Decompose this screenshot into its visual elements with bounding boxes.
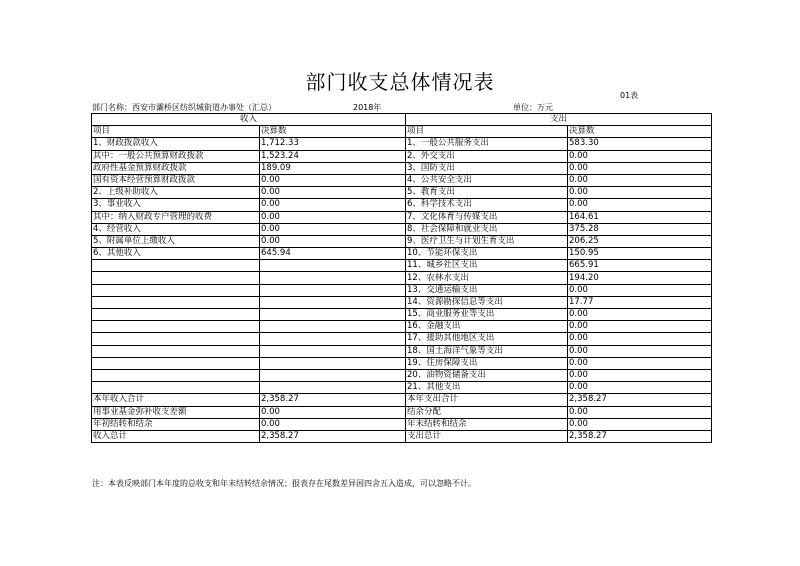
income-amount-cell: [260, 345, 406, 357]
expense-item-cell: 4、公共安全支出: [406, 174, 568, 186]
report-title: 部门收支总体情况表: [305, 70, 495, 94]
income-amount-cell: 0.00: [260, 174, 406, 186]
expense-item-cell: 13、交通运输支出: [406, 284, 568, 296]
table-row: [92, 162, 712, 174]
income-amount-cell: 0.00: [260, 406, 406, 418]
income-item-cell: [92, 382, 260, 394]
income-amount-cell: [260, 309, 406, 321]
table-row: [92, 309, 712, 321]
income-amount-cell: 189.09: [260, 162, 406, 174]
income-amount-cell: 2,358.27: [260, 430, 406, 442]
income-item-cell: 1、财政拨款收入: [92, 138, 260, 150]
income-amount-cell: [260, 333, 406, 345]
section-header-row: [92, 114, 712, 126]
table-row: [92, 406, 712, 418]
expense-item-cell: 9、医疗卫生与计划生育支出: [406, 235, 568, 247]
income-item-cell: 6、其他收入: [92, 248, 260, 260]
income-item-cell: 3、事业收入: [92, 199, 260, 211]
footnote: 注：本表反映部门本年度的总收支和年末结转结余情况；报表存在尾数差异因四舍五入造成，可以忽略不计。: [92, 479, 476, 488]
expense-amount-cell: 665.91: [568, 260, 712, 272]
expense-item-cell: 5、教育支出: [406, 187, 568, 199]
expense-item-cell: 16、金融支出: [406, 321, 568, 333]
income-amount-cell: 0.00: [260, 418, 406, 430]
income-expense-table: [91, 113, 712, 443]
income-item-cell: 政府性基金预算财政拨款: [92, 162, 260, 174]
table-row: [92, 418, 712, 430]
income-amount-cell: [260, 357, 406, 369]
expense-amount-cell: 206.25: [568, 235, 712, 247]
expense-item-cell: 20、油物资储备支出: [406, 369, 568, 381]
table-row: [92, 430, 712, 442]
currency-unit: 单位：万元: [513, 103, 553, 112]
income-header: 收入: [92, 114, 406, 126]
expense-amount-cell: 0.00: [568, 406, 712, 418]
department-name: 部门名称：西安市灞桥区纺织城街道办事处（汇总）: [92, 103, 276, 112]
income-item-cell: 其中：纳入财政专户管理的收费: [92, 211, 260, 223]
income-item-cell: 国有资本经营预算财政拨款: [92, 174, 260, 186]
expense-amount-cell: 2,358.27: [568, 430, 712, 442]
expense-item-cell: 15、商业服务业等支出: [406, 309, 568, 321]
expense-item-cell: 18、国土海洋气象等支出: [406, 345, 568, 357]
table-row: [92, 235, 712, 247]
expense-amount-cell: 0.00: [568, 150, 712, 162]
income-item-cell: 用事业基金弥补收支差额: [92, 406, 260, 418]
income-amount-cell: 0.00: [260, 199, 406, 211]
expense-amount-cell: 0.00: [568, 418, 712, 430]
income-amount-cell: [260, 382, 406, 394]
expense-amount-cell: 583.30: [568, 138, 712, 150]
expense-item-cell: 12、农林水支出: [406, 272, 568, 284]
income-amount-cell: 0.00: [260, 235, 406, 247]
expense-amount-cell: 0.00: [568, 333, 712, 345]
income-amount-cell: [260, 284, 406, 296]
expense-amount-cell: 0.00: [568, 187, 712, 199]
expense-item-cell: 11、城乡社区支出: [406, 260, 568, 272]
expense-item-cell: 2、外交支出: [406, 150, 568, 162]
table-row: [92, 260, 712, 272]
expense-amount-cell: 0.00: [568, 345, 712, 357]
column-header-row: [92, 126, 712, 138]
income-item-cell: 本年收入合计: [92, 394, 260, 406]
income-amount-cell: [260, 272, 406, 284]
expense-amount-cell: 17.77: [568, 296, 712, 308]
income-item-cell: [92, 309, 260, 321]
expense-amount-cell: 0.00: [568, 199, 712, 211]
expense-item-cell: 年末结转和结余: [406, 418, 568, 430]
income-amount-cell: [260, 296, 406, 308]
expense-item-cell: 1、一般公共服务支出: [406, 138, 568, 150]
table-row: [92, 272, 712, 284]
income-item-cell: [92, 321, 260, 333]
expense-item-col-header: 项目: [406, 126, 568, 138]
expense-item-cell: 21、其他支出: [406, 382, 568, 394]
income-item-cell: [92, 333, 260, 345]
table-row: [92, 345, 712, 357]
table-row: [92, 296, 712, 308]
expense-amount-cell: 0.00: [568, 162, 712, 174]
expense-item-cell: 10、节能环保支出: [406, 248, 568, 260]
table-row: [92, 150, 712, 162]
income-item-cell: 5、附属单位上缴收入: [92, 235, 260, 247]
income-item-cell: 年初结转和结余: [92, 418, 260, 430]
expense-amount-cell: 0.00: [568, 284, 712, 296]
income-amount-cell: 0.00: [260, 187, 406, 199]
expense-item-cell: 17、援助其他地区支出: [406, 333, 568, 345]
income-item-cell: [92, 284, 260, 296]
table-row: [92, 357, 712, 369]
expense-amount-cell: 375.28: [568, 223, 712, 235]
income-item-cell: [92, 345, 260, 357]
expense-item-cell: 3、国防支出: [406, 162, 568, 174]
income-item-cell: [92, 272, 260, 284]
expense-amount-col-header: 决算数: [568, 126, 712, 138]
form-number: 01表: [620, 91, 639, 100]
income-amount-cell: 645.94: [260, 248, 406, 260]
table-row: [92, 369, 712, 381]
table-row: [92, 223, 712, 235]
expense-header: 支出: [406, 114, 712, 126]
expense-item-cell: 19、住房保障支出: [406, 357, 568, 369]
table-row: [92, 333, 712, 345]
table-row: [92, 382, 712, 394]
income-amount-cell: [260, 260, 406, 272]
expense-amount-cell: 0.00: [568, 174, 712, 186]
income-item-cell: 其中：一般公共预算财政拨款: [92, 150, 260, 162]
expense-amount-cell: 164.61: [568, 211, 712, 223]
income-amount-cell: 0.00: [260, 223, 406, 235]
income-item-cell: 2、上级补助收入: [92, 187, 260, 199]
income-item-cell: 收入总计: [92, 430, 260, 442]
income-item-cell: [92, 296, 260, 308]
expense-item-cell: 7、文化体育与传媒支出: [406, 211, 568, 223]
table-row: [92, 321, 712, 333]
expense-item-cell: 14、资源勘探信息等支出: [406, 296, 568, 308]
table-row: [92, 248, 712, 260]
table-row: [92, 187, 712, 199]
income-item-cell: [92, 357, 260, 369]
table-row: [92, 174, 712, 186]
expense-item-cell: 结余分配: [406, 406, 568, 418]
expense-item-cell: 6、科学技术支出: [406, 199, 568, 211]
income-item-cell: 4、经营收入: [92, 223, 260, 235]
expense-item-cell: 8、社会保障和就业支出: [406, 223, 568, 235]
expense-amount-cell: 0.00: [568, 369, 712, 381]
expense-amount-cell: 2,358.27: [568, 394, 712, 406]
expense-amount-cell: 150.95: [568, 248, 712, 260]
expense-amount-cell: 194.20: [568, 272, 712, 284]
expense-amount-cell: 0.00: [568, 382, 712, 394]
table-row: [92, 199, 712, 211]
expense-item-cell: 本年支出合计: [406, 394, 568, 406]
income-amount-cell: 0.00: [260, 211, 406, 223]
report-year: 2018年: [353, 103, 382, 112]
expense-amount-cell: 0.00: [568, 309, 712, 321]
income-item-cell: [92, 260, 260, 272]
income-amount-cell: 2,358.27: [260, 394, 406, 406]
expense-amount-cell: 0.00: [568, 321, 712, 333]
table-row: [92, 284, 712, 296]
income-item-col-header: 项目: [92, 126, 260, 138]
income-amount-cell: [260, 321, 406, 333]
income-item-cell: [92, 369, 260, 381]
income-amount-cell: [260, 369, 406, 381]
expense-amount-cell: 0.00: [568, 357, 712, 369]
income-amount-col-header: 决算数: [260, 126, 406, 138]
income-amount-cell: 1,523.24: [260, 150, 406, 162]
expense-item-cell: 支出总计: [406, 430, 568, 442]
table-row: [92, 138, 712, 150]
table-row: [92, 394, 712, 406]
income-amount-cell: 1,712.33: [260, 138, 406, 150]
table-row: [92, 211, 712, 223]
